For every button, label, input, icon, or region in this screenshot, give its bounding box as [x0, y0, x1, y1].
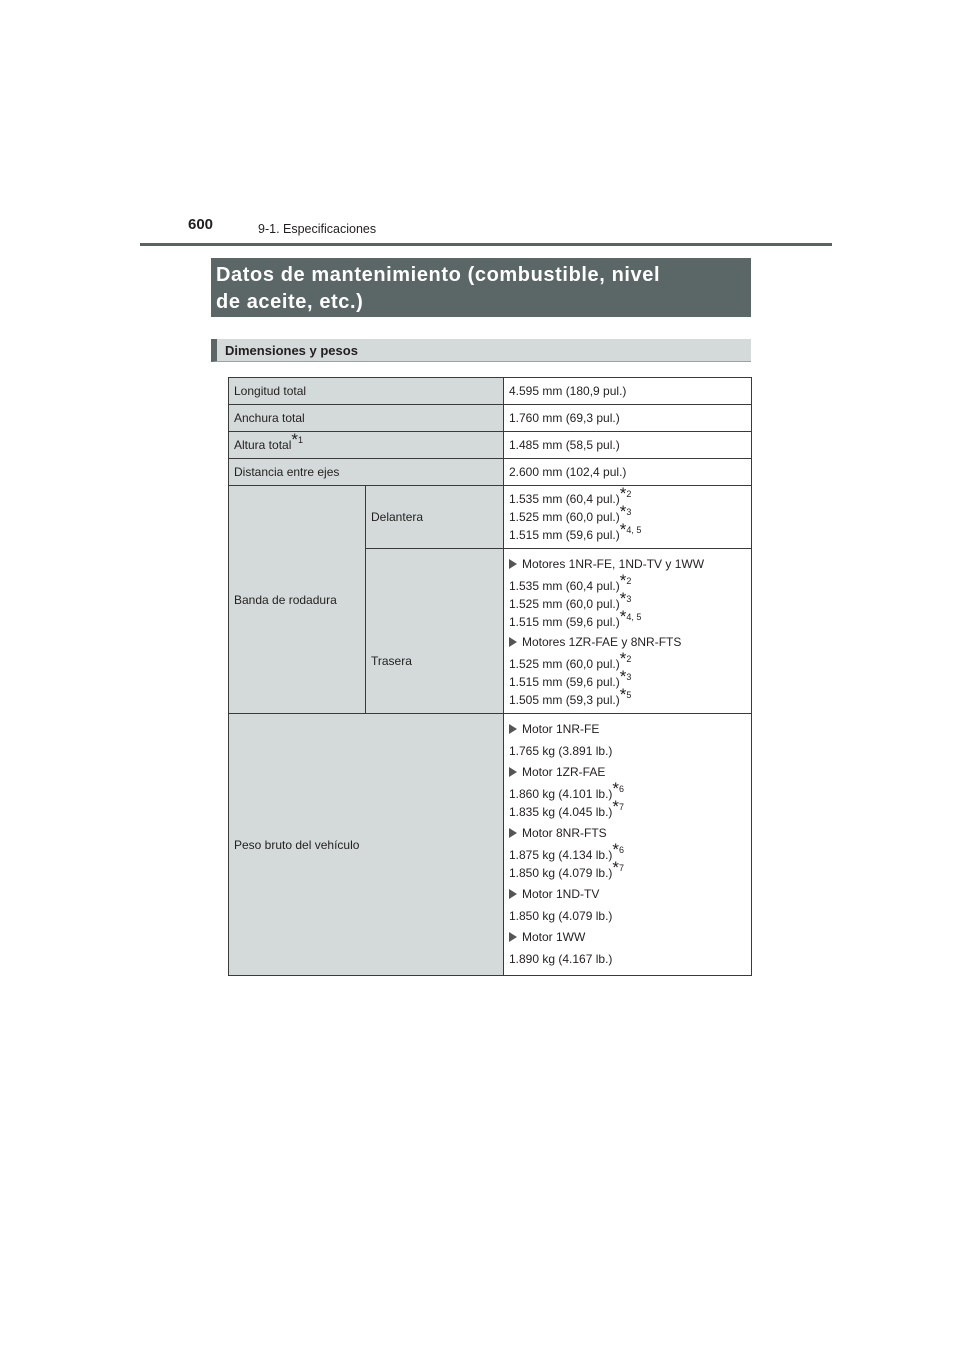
triangle-bullet-icon	[509, 932, 517, 942]
row-label: Distancia entre ejes	[229, 459, 504, 486]
asterisk-icon: *	[619, 484, 627, 503]
footnote-ref: *2	[619, 571, 632, 590]
row-value: 1.485 mm (58,5 pul.)	[504, 432, 752, 459]
table-row-track-front	[229, 486, 752, 549]
triangle-bullet-icon	[509, 889, 517, 899]
value-line: 1.765 kg (3.891 lb.)	[509, 744, 613, 758]
value-line: 1.505 mm (59,3 pul.)$^{*5}$	[509, 685, 632, 707]
page-number: 600	[188, 216, 214, 233]
row-value: 4.595 mm (180,9 pul.)	[504, 378, 752, 405]
asterisk-icon: *	[612, 858, 620, 877]
engine-heading: Motores 1NR-FE, 1ND-TV y 1WW	[509, 555, 746, 573]
value-line: 1.860 kg (4.101 lb.)$^{*6}$	[509, 779, 625, 801]
engine-heading: Motor 1ND-TV	[509, 885, 746, 903]
row-label	[229, 432, 504, 459]
asterisk-icon: *	[619, 667, 627, 686]
table-row	[229, 432, 752, 459]
engine-heading: Motor 1ZR-FAE	[509, 763, 746, 781]
track-label: Banda de rodadura	[229, 486, 366, 714]
asterisk-icon: *	[612, 779, 620, 798]
row-value: 2.600 mm (102,4 pul.)	[504, 459, 752, 486]
asterisk-icon: *	[619, 571, 627, 590]
value-line: 1.535 mm (60,4 pul.)$^{*2}$	[509, 484, 632, 506]
triangle-bullet-icon	[509, 767, 517, 777]
asterisk-icon: *	[612, 840, 620, 859]
footnote-ref	[291, 430, 304, 449]
dimensions-table	[228, 377, 752, 976]
value-line: 1.850 kg (4.079 lb.)$^{*7}$	[509, 858, 625, 880]
footnote-ref: *4, 5	[619, 520, 642, 539]
engine-heading: Motor 8NR-FTS	[509, 824, 746, 842]
footnote-ref: *6	[612, 779, 625, 798]
footnote-ref: *3	[619, 667, 632, 686]
section-title	[211, 258, 751, 317]
footnote-ref: *5	[619, 685, 632, 704]
footnote-ref: *3	[619, 502, 632, 521]
footnote-ref: *7	[612, 797, 625, 816]
asterisk-icon: *	[619, 649, 627, 668]
asterisk-icon: *	[619, 685, 627, 704]
table-row	[229, 378, 752, 405]
asterisk-icon: *	[619, 520, 627, 539]
row-label: Longitud total	[229, 378, 504, 405]
section-title-line-2: de aceite, etc.)	[216, 291, 364, 313]
triangle-bullet-icon	[509, 637, 517, 647]
value-line: 1.850 kg (4.079 lb.)	[509, 909, 613, 923]
engine-heading: Motor 1WW	[509, 928, 746, 946]
footnote-ref: *4, 5	[619, 607, 642, 626]
value-line: 1.515 mm (59,6 pul.)$^{*3}$	[509, 667, 632, 689]
value-line: 1.515 mm (59,6 pul.)$^{*4, 5}$	[509, 520, 642, 542]
engine-heading: Motor 1NR-FE	[509, 720, 746, 738]
value-line: 1.875 kg (4.134 lb.)$^{*6}$	[509, 840, 625, 862]
value-line: 1.525 mm (60,0 pul.)$^{*2}$	[509, 649, 632, 671]
table-row-gross-weight	[229, 714, 752, 976]
footnote-ref: *3	[619, 589, 632, 608]
header-rule	[140, 243, 832, 246]
asterisk-icon: *	[619, 502, 627, 521]
row-label: Anchura total	[229, 405, 504, 432]
section-title-line-1: Datos de mantenimiento (combustible, nivel	[216, 264, 661, 286]
value-line: 1.525 mm (60,0 pul.)$^{*3}$	[509, 589, 632, 611]
footnote-ref: *6	[612, 840, 625, 859]
triangle-bullet-icon	[509, 724, 517, 734]
asterisk-icon: *	[619, 589, 627, 608]
row-value: 1.760 mm (69,3 pul.)	[504, 405, 752, 432]
engine-heading: Motores 1ZR-FAE y 8NR-FTS	[509, 633, 746, 651]
footnote-ref: *2	[619, 484, 632, 503]
footnote-ref: *7	[612, 858, 625, 877]
asterisk-icon: *	[612, 797, 620, 816]
gross-weight-values	[504, 714, 752, 976]
footnote-number: 1	[298, 435, 304, 445]
table-row	[229, 405, 752, 432]
table-row	[229, 459, 752, 486]
value-line: 1.535 mm (60,4 pul.)$^{*2}$	[509, 571, 632, 593]
value-line: 1.890 kg (4.167 lb.)	[509, 952, 613, 966]
subsection-title: Dimensiones y pesos	[211, 339, 751, 362]
triangle-bullet-icon	[509, 559, 517, 569]
track-front-label: Delantera	[366, 486, 504, 549]
triangle-bullet-icon	[509, 828, 517, 838]
asterisk-icon: *	[619, 607, 627, 626]
track-rear-label: Trasera	[366, 549, 504, 714]
value-line: 1.515 mm (59,6 pul.)$^{*4, 5}$	[509, 607, 642, 629]
value-line: 1.835 kg (4.045 lb.)$^{*7}$	[509, 797, 625, 819]
asterisk-icon: *	[291, 430, 298, 449]
track-front-values	[504, 486, 752, 549]
footnote-ref: *2	[619, 649, 632, 668]
row-label-text: Altura total	[234, 438, 292, 452]
value-line: 1.525 mm (60,0 pul.)$^{*3}$	[509, 502, 632, 524]
track-rear-values	[504, 549, 752, 714]
running-head: 9-1. Especificaciones	[258, 222, 377, 236]
gross-weight-label: Peso bruto del vehículo	[229, 714, 504, 976]
